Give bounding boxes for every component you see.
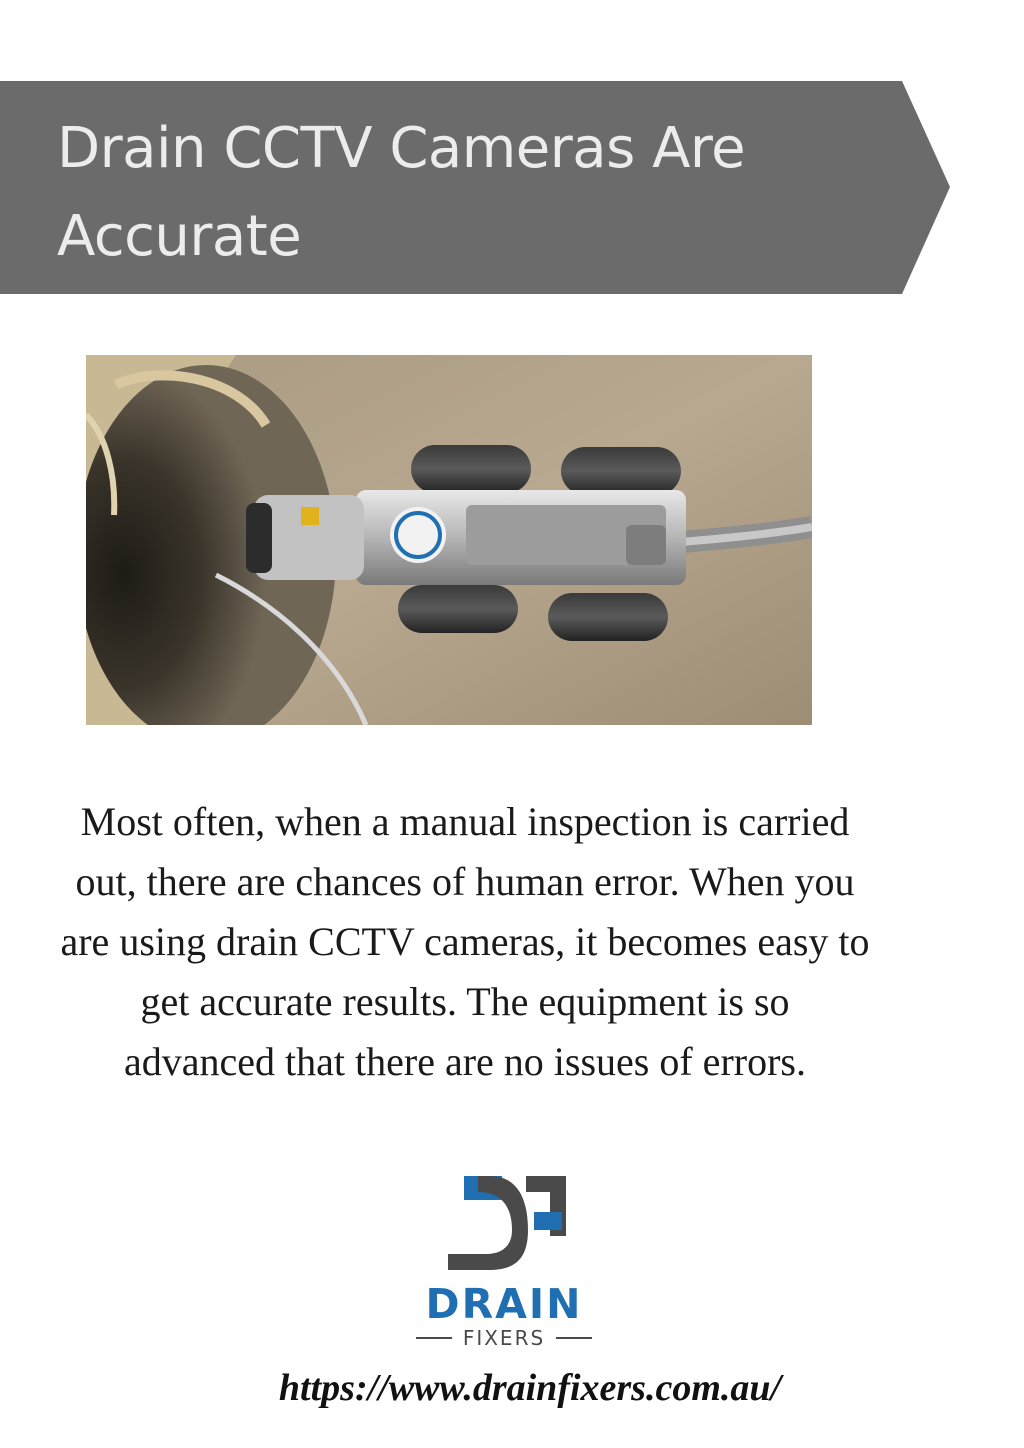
page-title: Drain CCTV Cameras Are Accurate (57, 116, 746, 269)
logo-rule-right (556, 1337, 592, 1339)
logo-subtitle (408, 1326, 600, 1350)
drain-crawler-photo (86, 355, 812, 725)
drain-fixers-logo (408, 1170, 600, 1350)
df-monogram-icon (408, 1170, 600, 1282)
logo-wordmark: DRAIN (425, 1280, 583, 1328)
website-link[interactable]: https://www.drainfixers.com.au/ (278, 1367, 782, 1409)
logo-subtitle-text: FIXERS (462, 1326, 546, 1350)
body-paragraph: Most often, when a manual inspection is carried out, there are chances of human error. When you are using drain CCTV cameras, it becomes easy to get accurate results. The equipment is so advanced that there are no issues of errors. (60, 799, 870, 1084)
